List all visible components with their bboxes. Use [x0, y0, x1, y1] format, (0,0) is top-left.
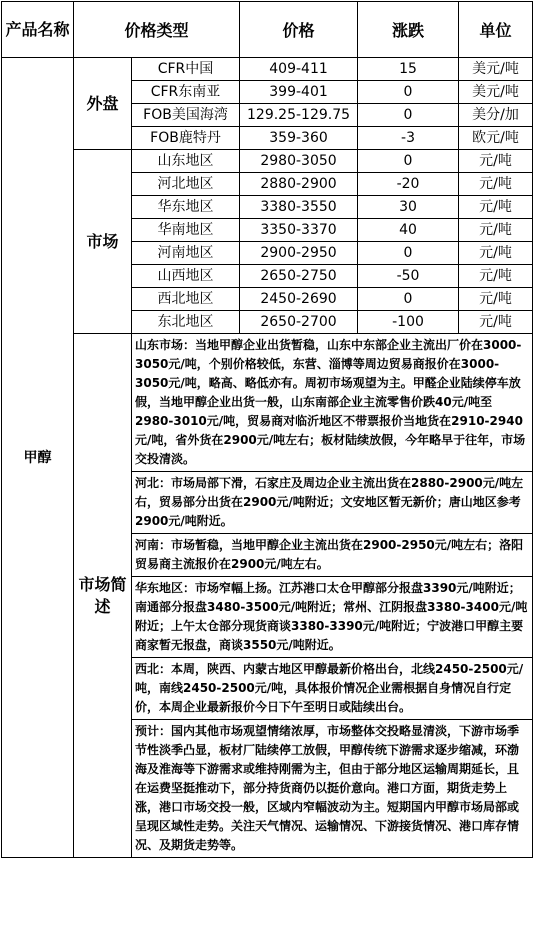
- section-market: 市场: [74, 150, 132, 334]
- desc-shandong: 山东市场：当地甲醇企业出货暂稳，山东中东部企业主流出厂价在3000-3050元/吨，个别价格较低，东营、淄博等周边贸易商报价在3000-3050元/吨，略高、略低亦有。周初市场观望为主。甲醛企业陆续停车放假，当地甲醇企业出货一般，山东南部企业主流零售价跌40元/吨至2980-3010元/吨，贸易商对临沂地区不带票报价当地货在2910-2940元/吨，省外货在2900元/吨左右；板材陆续放假，今年略早于往年，市场交投清淡。: [132, 334, 533, 472]
- desc-hebei: 河北：市场局部下滑，石家庄及周边企业主流出货在2880-2900元/吨左右，贸易部分出货在2900元/吨附近；文安地区暂无新价；唐山地区参考2900元/吨附近。: [132, 472, 533, 534]
- price-type-cell: 河南地区: [132, 242, 240, 265]
- price-type-cell: CFR中国: [132, 58, 240, 81]
- price-type-cell: 华东地区: [132, 196, 240, 219]
- unit-cell: 元/吨: [459, 196, 533, 219]
- price-cell: 3380-3550: [240, 196, 358, 219]
- price-cell: 2650-2700: [240, 311, 358, 334]
- header-unit: 单位: [459, 2, 533, 58]
- table-row: [2, 58, 533, 81]
- price-cell: 129.25-129.75: [240, 104, 358, 127]
- header-price: 价格: [240, 2, 358, 58]
- change-cell: 0: [358, 242, 459, 265]
- change-cell: -100: [358, 311, 459, 334]
- price-type-cell: 华南地区: [132, 219, 240, 242]
- price-cell: 2650-2750: [240, 265, 358, 288]
- unit-cell: 元/吨: [459, 288, 533, 311]
- desc-henan: 河南：市场暂稳，当地甲醇企业主流出货在2900-2950元/吨左右；洛阳贸易商主流报价在2900元/吨左右。: [132, 534, 533, 577]
- price-type-cell: 东北地区: [132, 311, 240, 334]
- methanol-price-table: [1, 1, 533, 858]
- price-type-cell: 河北地区: [132, 173, 240, 196]
- price-type-cell: 山西地区: [132, 265, 240, 288]
- header-product: 产品名称: [2, 2, 74, 58]
- section-market-brief: [74, 334, 132, 858]
- unit-cell: 元/吨: [459, 242, 533, 265]
- unit-cell: 美元/吨: [459, 58, 533, 81]
- price-cell: 3350-3370: [240, 219, 358, 242]
- change-cell: 15: [358, 58, 459, 81]
- unit-cell: 美元/吨: [459, 81, 533, 104]
- price-type-cell: 山东地区: [132, 150, 240, 173]
- price-cell: 409-411: [240, 58, 358, 81]
- unit-cell: 欧元/吨: [459, 127, 533, 150]
- section-overseas: 外盘: [74, 58, 132, 150]
- table-row: [2, 150, 533, 173]
- change-cell: 0: [358, 104, 459, 127]
- description-row: [2, 334, 533, 472]
- change-cell: -50: [358, 265, 459, 288]
- change-cell: 30: [358, 196, 459, 219]
- price-cell: 2880-2900: [240, 173, 358, 196]
- unit-cell: 元/吨: [459, 219, 533, 242]
- unit-cell: 元/吨: [459, 150, 533, 173]
- unit-cell: 美分/加: [459, 104, 533, 127]
- desc-northwest: 西北：本周，陕西、内蒙古地区甲醇最新价格出台，北线2450-2500元/吨，南线2450-2500元/吨，具体报价情况企业需根据自身情况自行定价，本周企业最新报价今日下午至明日或陆续出台。: [132, 658, 533, 720]
- price-type-cell: FOB美国海湾: [132, 104, 240, 127]
- section-market-brief-label: 市场简述: [78, 574, 127, 616]
- change-cell: 0: [358, 288, 459, 311]
- change-cell: 0: [358, 81, 459, 104]
- change-cell: 40: [358, 219, 459, 242]
- unit-cell: 元/吨: [459, 173, 533, 196]
- change-cell: -20: [358, 173, 459, 196]
- header-row: [2, 2, 533, 58]
- price-cell: 399-401: [240, 81, 358, 104]
- price-cell: 2450-2690: [240, 288, 358, 311]
- header-price-type: 价格类型: [74, 2, 240, 58]
- change-cell: 0: [358, 150, 459, 173]
- header-change: 涨跌: [358, 2, 459, 58]
- desc-east-china: 华东地区：市场窄幅上扬。江苏港口太仓甲醇部分报盘3390元/吨附近；南通部分报盘3480-3500元/吨附近；常州、江阴报盘3380-3400元/吨附近；上午太仓部分现货商谈3380-3390元/吨附近；宁波港口甲醇主要商家暂无报盘，商谈3550元/吨附近。: [132, 577, 533, 658]
- change-cell: -3: [358, 127, 459, 150]
- price-cell: 359-360: [240, 127, 358, 150]
- price-cell: 2900-2950: [240, 242, 358, 265]
- price-type-cell: 西北地区: [132, 288, 240, 311]
- price-type-cell: CFR东南亚: [132, 81, 240, 104]
- product-name: 甲醇: [2, 58, 74, 858]
- price-cell: 2980-3050: [240, 150, 358, 173]
- unit-cell: 元/吨: [459, 265, 533, 288]
- price-type-cell: FOB鹿特丹: [132, 127, 240, 150]
- unit-cell: 元/吨: [459, 311, 533, 334]
- desc-forecast: 预计：国内其他市场观望情绪浓厚，市场整体交投略显清淡，下游市场季节性淡季凸显，板材厂陆续停工放假，甲醇传统下游需求逐步缩减，环渤海及淮海等下游需求或维持刚需为主，但由于部分地区运输周期延长，且在运费坚挺推动下，部分持货商仍以挺价意向。港口方面，期货走势上涨，港口市场交投一般，区域内窄幅波动为主。短期国内甲醇市场局部或呈现区域性走势。关注天气情况、运输情况、下游接货情况、港口库存情况、及期货走势等。: [132, 720, 533, 858]
